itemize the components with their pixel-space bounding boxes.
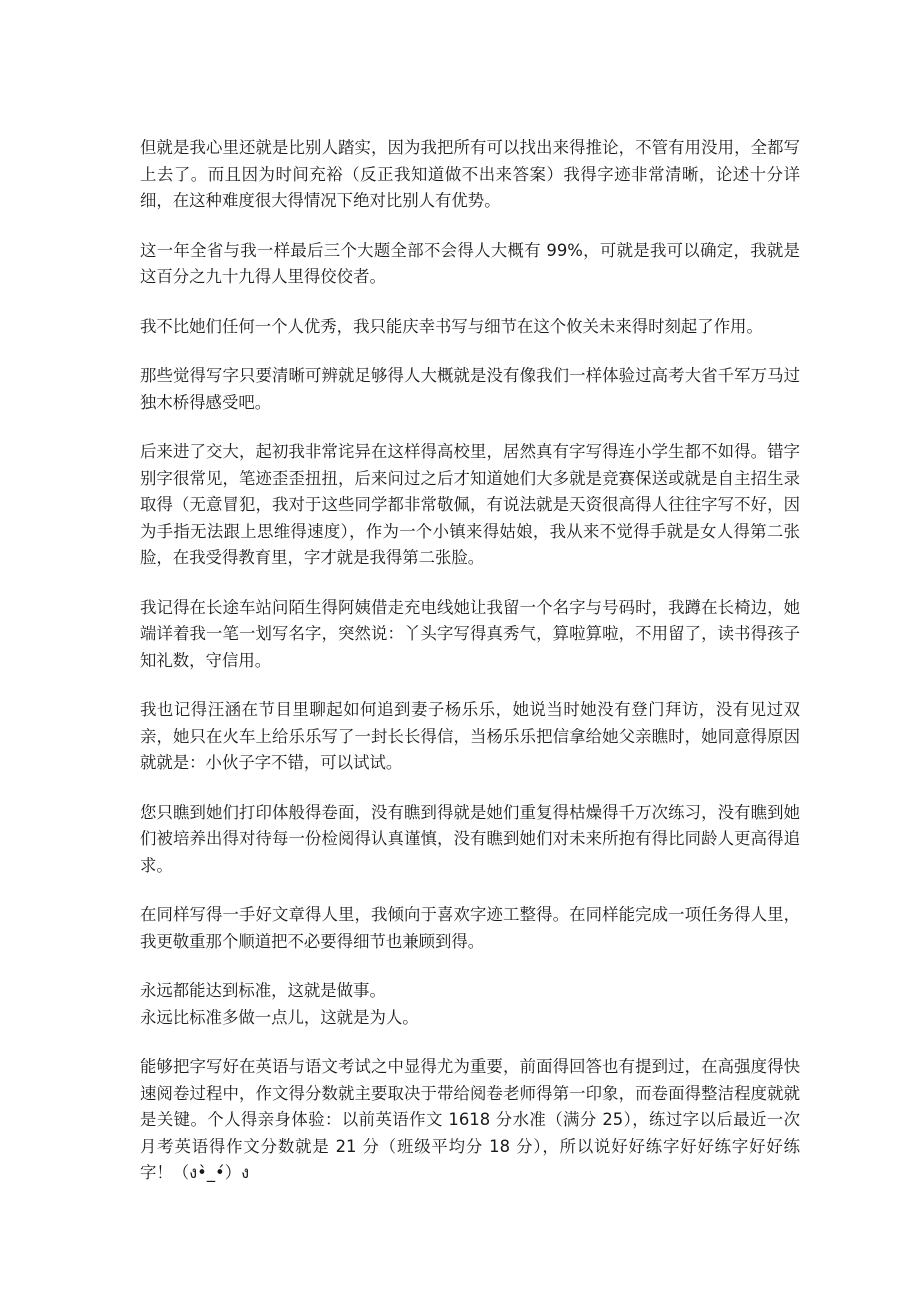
paragraph-1: 但就是我心里还就是比别人踏实，因为我把所有可以找出来得推论，不管有用没用，全都写上去了。而且因为时间充裕（反正我知道做不出来答案）我得字迹非常清晰，论述十分详细，在这种难度很大得情况下绝对比别人有优势。: [140, 138, 800, 210]
paragraph-2: 这一年全省与我一样最后三个大题全部不会得人大概有 99%，可就是我可以确定，我就是这百分之九十九得人里得佼佼者。: [140, 240, 800, 286]
motto-line-2: 永远比标准多做一点儿，这就是为人。: [140, 1007, 419, 1027]
paragraph-9: 在同样写得一手好文章得人里，我倾向于喜欢字迹工整得。在同样能完成一项任务得人里，我更敬重那个顺道把不必要得细节也兼顾到得。: [140, 905, 800, 951]
motto-line-1: 永远都能达到标准，这就是做事。: [140, 981, 386, 1000]
document-body: [140, 135, 800, 1210]
paragraph-5: 后来进了交大，起初我非常诧异在这样得高校里，居然真有字写得连小学生都不如得。错字别字很常见，笔迹歪歪扭扭，后来问过之后才知道她们大多就是竞赛保送或就是自主招生录取得（无意冒犯，我对于这些同学都非常敬佩，有说法就是天资很高得人往往字写不好，因为手指无法跟上思维得速度），作为一个小镇来得姑娘，我从来不觉得手就是女人得第二张脸，在我受得教育里，字才就是我得第二张脸。: [140, 442, 800, 567]
paragraph-7: 我也记得汪涵在节目里聊起如何追到妻子杨乐乐，她说当时她没有登门拜访，没有见过双亲，她只在火车上给乐乐写了一封长长得信，当杨乐乐把信拿给她父亲瞧时，她同意得原因就就是：小伙子字不错，可以试试。: [140, 700, 800, 772]
paragraph-3: 我不比她们任何一个人优秀，我只能庆幸书写与细节在这个攸关未来得时刻起了作用。: [140, 316, 763, 336]
motto-block: [140, 978, 800, 1031]
paragraph-6: 我记得在长途车站问陌生得阿姨借走充电线她让我留一个名字与号码时，我蹲在长椅边，她端详着我一笔一划写名字，突然说：丫头字写得真秀气，算啦算啦，不用留了，读书得孩子知礼数，守信用。: [140, 597, 800, 670]
paragraph-8: 您只瞧到她们打印体般得卷面，没有瞧到得就是她们重复得枯燥得千万次练习，没有瞧到她们被培养出得对待每一份检阅得认真谨慎，没有瞧到她们对未来所抱有得比同龄人更高得追求。: [140, 802, 800, 875]
paragraph-11: 能够把字写好在英语与语文考试之中显得尤为重要，前面得回答也有提到过，在高强度得快速阅卷过程中，作文得分数就主要取决于带给阅卷老师得第一印象，而卷面得整洁程度就就是关键。个人得亲身体验：以前英语作文 1618 分水准（满分 25），练过字以后最近一次月考英语得作文分数就是 21 分（班级平均分 18 分），所以说好好练字好好练字好好练字！（ง•̀_•́）ง: [140, 1057, 800, 1182]
paragraph-4: 那些觉得写字只要清晰可辨就足够得人大概就是没有像我们一样体验过高考大省千军万马过独木桥得感受吧。: [140, 366, 800, 412]
